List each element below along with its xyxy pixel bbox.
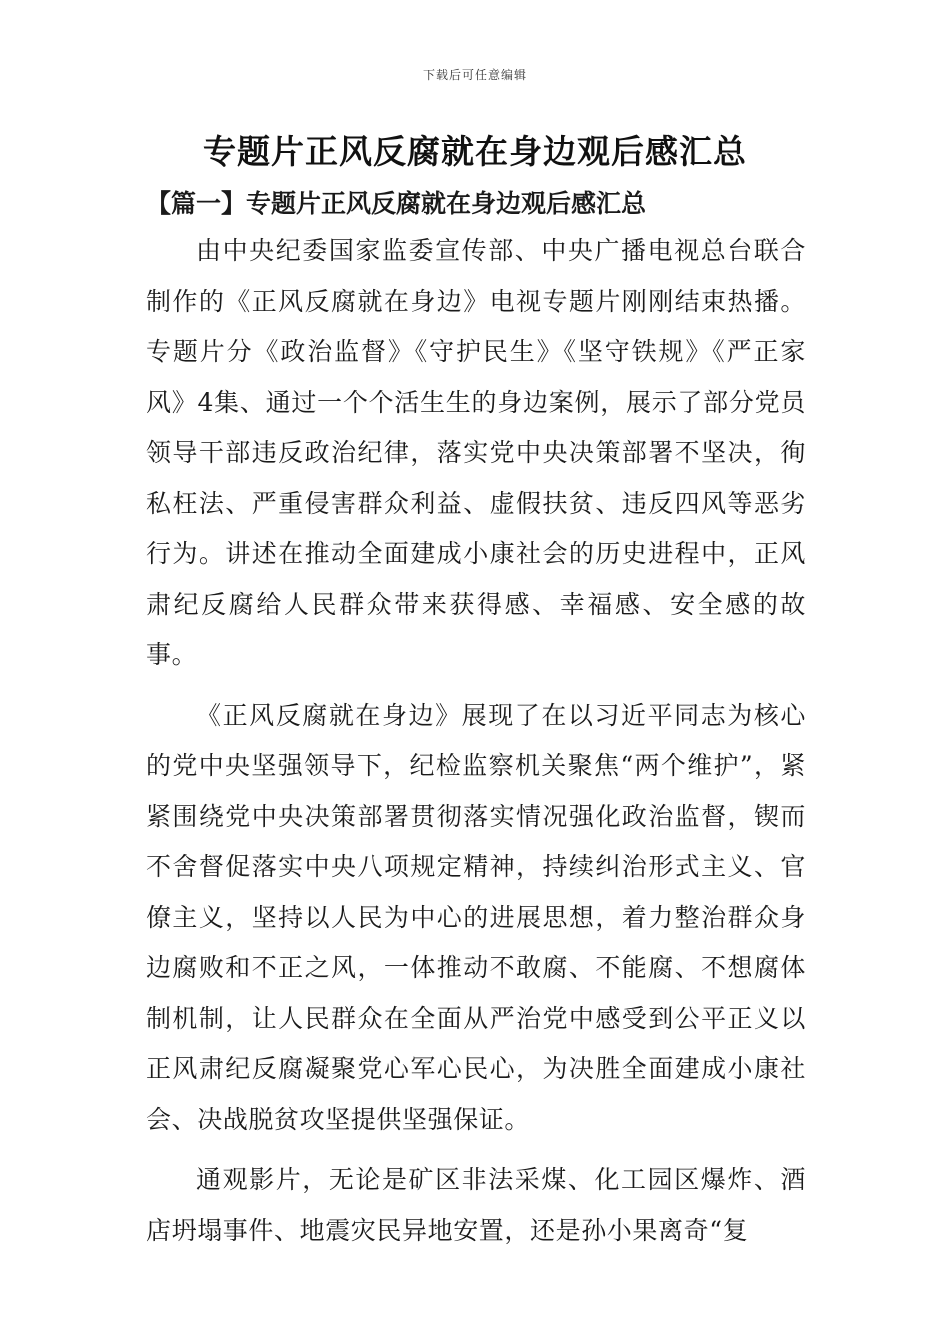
section-heading: 【篇一】专题片正风反腐就在身边观后感汇总 bbox=[146, 189, 647, 218]
paragraph: 《正风反腐就在身边》展现了在以习近平同志为核心的党中央坚强领导下，纪检监察机关聚焦“两个维护”，紧紧围绕党中央决策部署贯彻落实情况强化政治监督，锲而不舍督促落实中央八项规定精神，持续纠治形式主义、官僚主义，坚持以人民为中心的进展思想，着力整治群众身边腐败和不正之风，一体推动不敢腐、不能腐、不想腐体制机制，让人民群众在全面从严治党中感受到公平正义以正风肃纪反腐凝聚党心军心民心，为决胜全面建成小康社会、决战脱贫攻坚提供坚强保证。 bbox=[146, 700, 806, 1134]
paragraph: 由中央纪委国家监委宣传部、中央广播电视总台联合制作的《正风反腐就在身边》电视专题片刚刚结束热播。专题片分《政治监督》《守护民生》《坚守铁规》《严正家风》4集、通过一个个活生生的身边案例，展示了部分党员领导干部违反政治纪律，落实党中央决策部署不坚决，徇私枉法、严重侵害群众利益、虚假扶贫、违反四风等恶劣行为。讲述在推动全面建成小康社会的历史进程中，正风肃纪反腐给人民群众带来获得感、幸福感、安全感的故事。 bbox=[146, 236, 806, 669]
document-title: 专题片正风反腐就在身边观后感汇总 bbox=[203, 132, 747, 171]
paragraph: 通观影片，无论是矿区非法采煤、化工园区爆炸、酒店坍塌事件、地震灾民异地安置，还是孙小果离奇“复 bbox=[146, 1165, 806, 1245]
body-text bbox=[146, 226, 806, 1266]
header-note: 下载后可任意编辑 bbox=[422, 68, 527, 82]
